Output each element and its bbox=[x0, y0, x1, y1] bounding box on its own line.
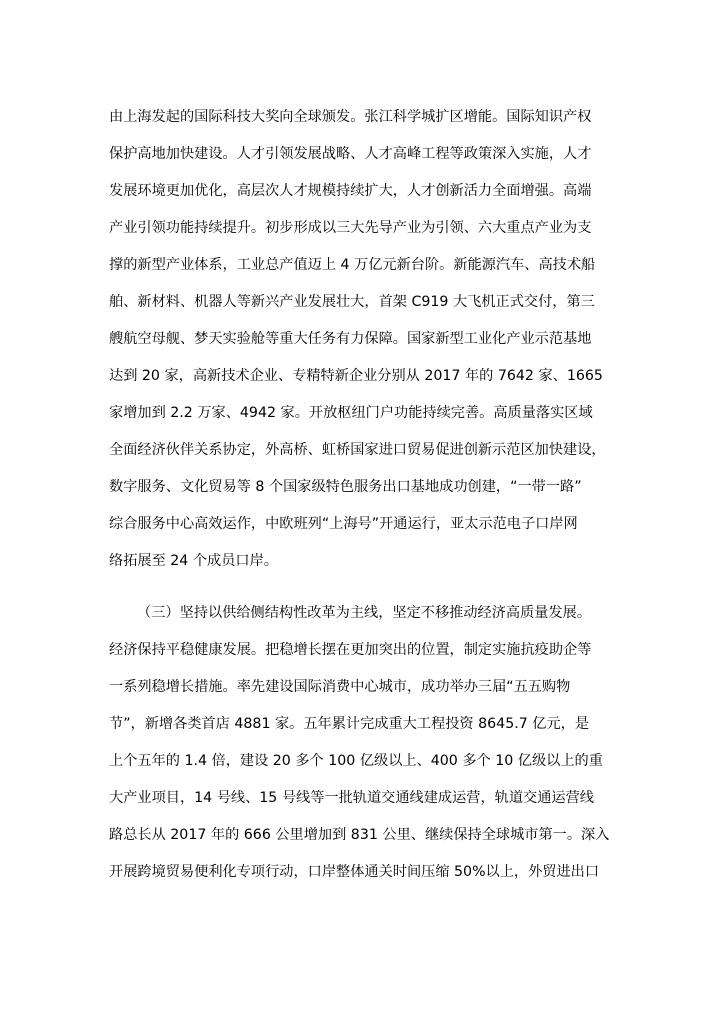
paragraph-supply-side-reform bbox=[109, 600, 617, 896]
document-body bbox=[109, 104, 617, 896]
section-heading: （三）坚持以供给侧结构性改革为主线，坚定不移推动经济高质量发展。 bbox=[137, 605, 592, 621]
text-line: 经济保持平稳健康发展。把稳增长摆在更加突出的位置，制定实施抗疫助企等 bbox=[109, 642, 592, 658]
text-line: 撑的新型产业体系，工业总产值迈上 4 万亿元新台阶。新能源汽车、高技术船 bbox=[109, 257, 596, 273]
text-line: 达到 20 家，高新技术企业、专精特新企业分别从 2017 年的 7642 家、1665 bbox=[109, 368, 603, 384]
text-line: 一系列稳增长措施。率先建设国际消费中心城市，成功举办三届“五五购物 bbox=[109, 679, 571, 695]
text-line: 节”，新增各类首店 4881 家。五年累计完成重大工程投资 8645.7 亿元，是 bbox=[109, 716, 590, 732]
text-line: 络拓展至 24 个成员口岸。 bbox=[109, 553, 278, 569]
text-line: 路总长从 2017 年的 666 公里增加到 831 公里、继续保持全球城市第一。深入 bbox=[109, 827, 610, 843]
text-line: 舶、新材料、机器人等新兴产业发展壮大，首架 C919 大飞机正式交付，第三 bbox=[109, 294, 595, 310]
paragraph-innovation-openness bbox=[109, 104, 617, 585]
text-line: 产业引领功能持续提升。初步形成以三大先导产业为引领、六大重点产业为支 bbox=[109, 220, 592, 236]
text-line: 上个五年的 1.4 倍，建设 20 多个 100 亿级以上、400 多个 10 亿级以上的重 bbox=[109, 753, 603, 769]
text-line: 综合服务中心高效运作，中欧班列“上海号”开通运行，亚太示范电子口岸网 bbox=[109, 516, 578, 532]
text-line: 发展环境更加优化，高层次人才规模持续扩大，人才创新活力全面增强。高端 bbox=[109, 183, 592, 199]
text-line: 艘航空母舰、梦天实验舱等重大任务有力保障。国家新型工业化产业示范基地 bbox=[109, 331, 592, 347]
text-line: 开展跨境贸易便利化专项行动，口岸整体通关时间压缩 50%以上，外贸进出口 bbox=[109, 864, 600, 880]
text-line: 全面经济伙伴关系协定，外高桥、虹桥国家进口贸易促进创新示范区加快建设， bbox=[109, 442, 606, 458]
paragraph-spacer bbox=[109, 585, 617, 600]
text-line: 保护高地加快建设。人才引领发展战略、人才高峰工程等政策深入实施，人才 bbox=[109, 146, 592, 162]
text-line: 数字服务、文化贸易等 8 个国家级特色服务出口基地成功创建，“一带一路” bbox=[109, 479, 582, 495]
text-line: 大产业项目，14 号线、15 号线等一批轨道交通线建成运营，轨道交通运营线 bbox=[109, 790, 594, 806]
text-line: 家增加到 2.2 万家、4942 家。开放枢纽门户功能持续完善。高质量落实区域 bbox=[109, 405, 593, 421]
text-line: 由上海发起的国际科技大奖向全球颁发。张江科学城扩区增能。国际知识产权 bbox=[109, 109, 592, 125]
